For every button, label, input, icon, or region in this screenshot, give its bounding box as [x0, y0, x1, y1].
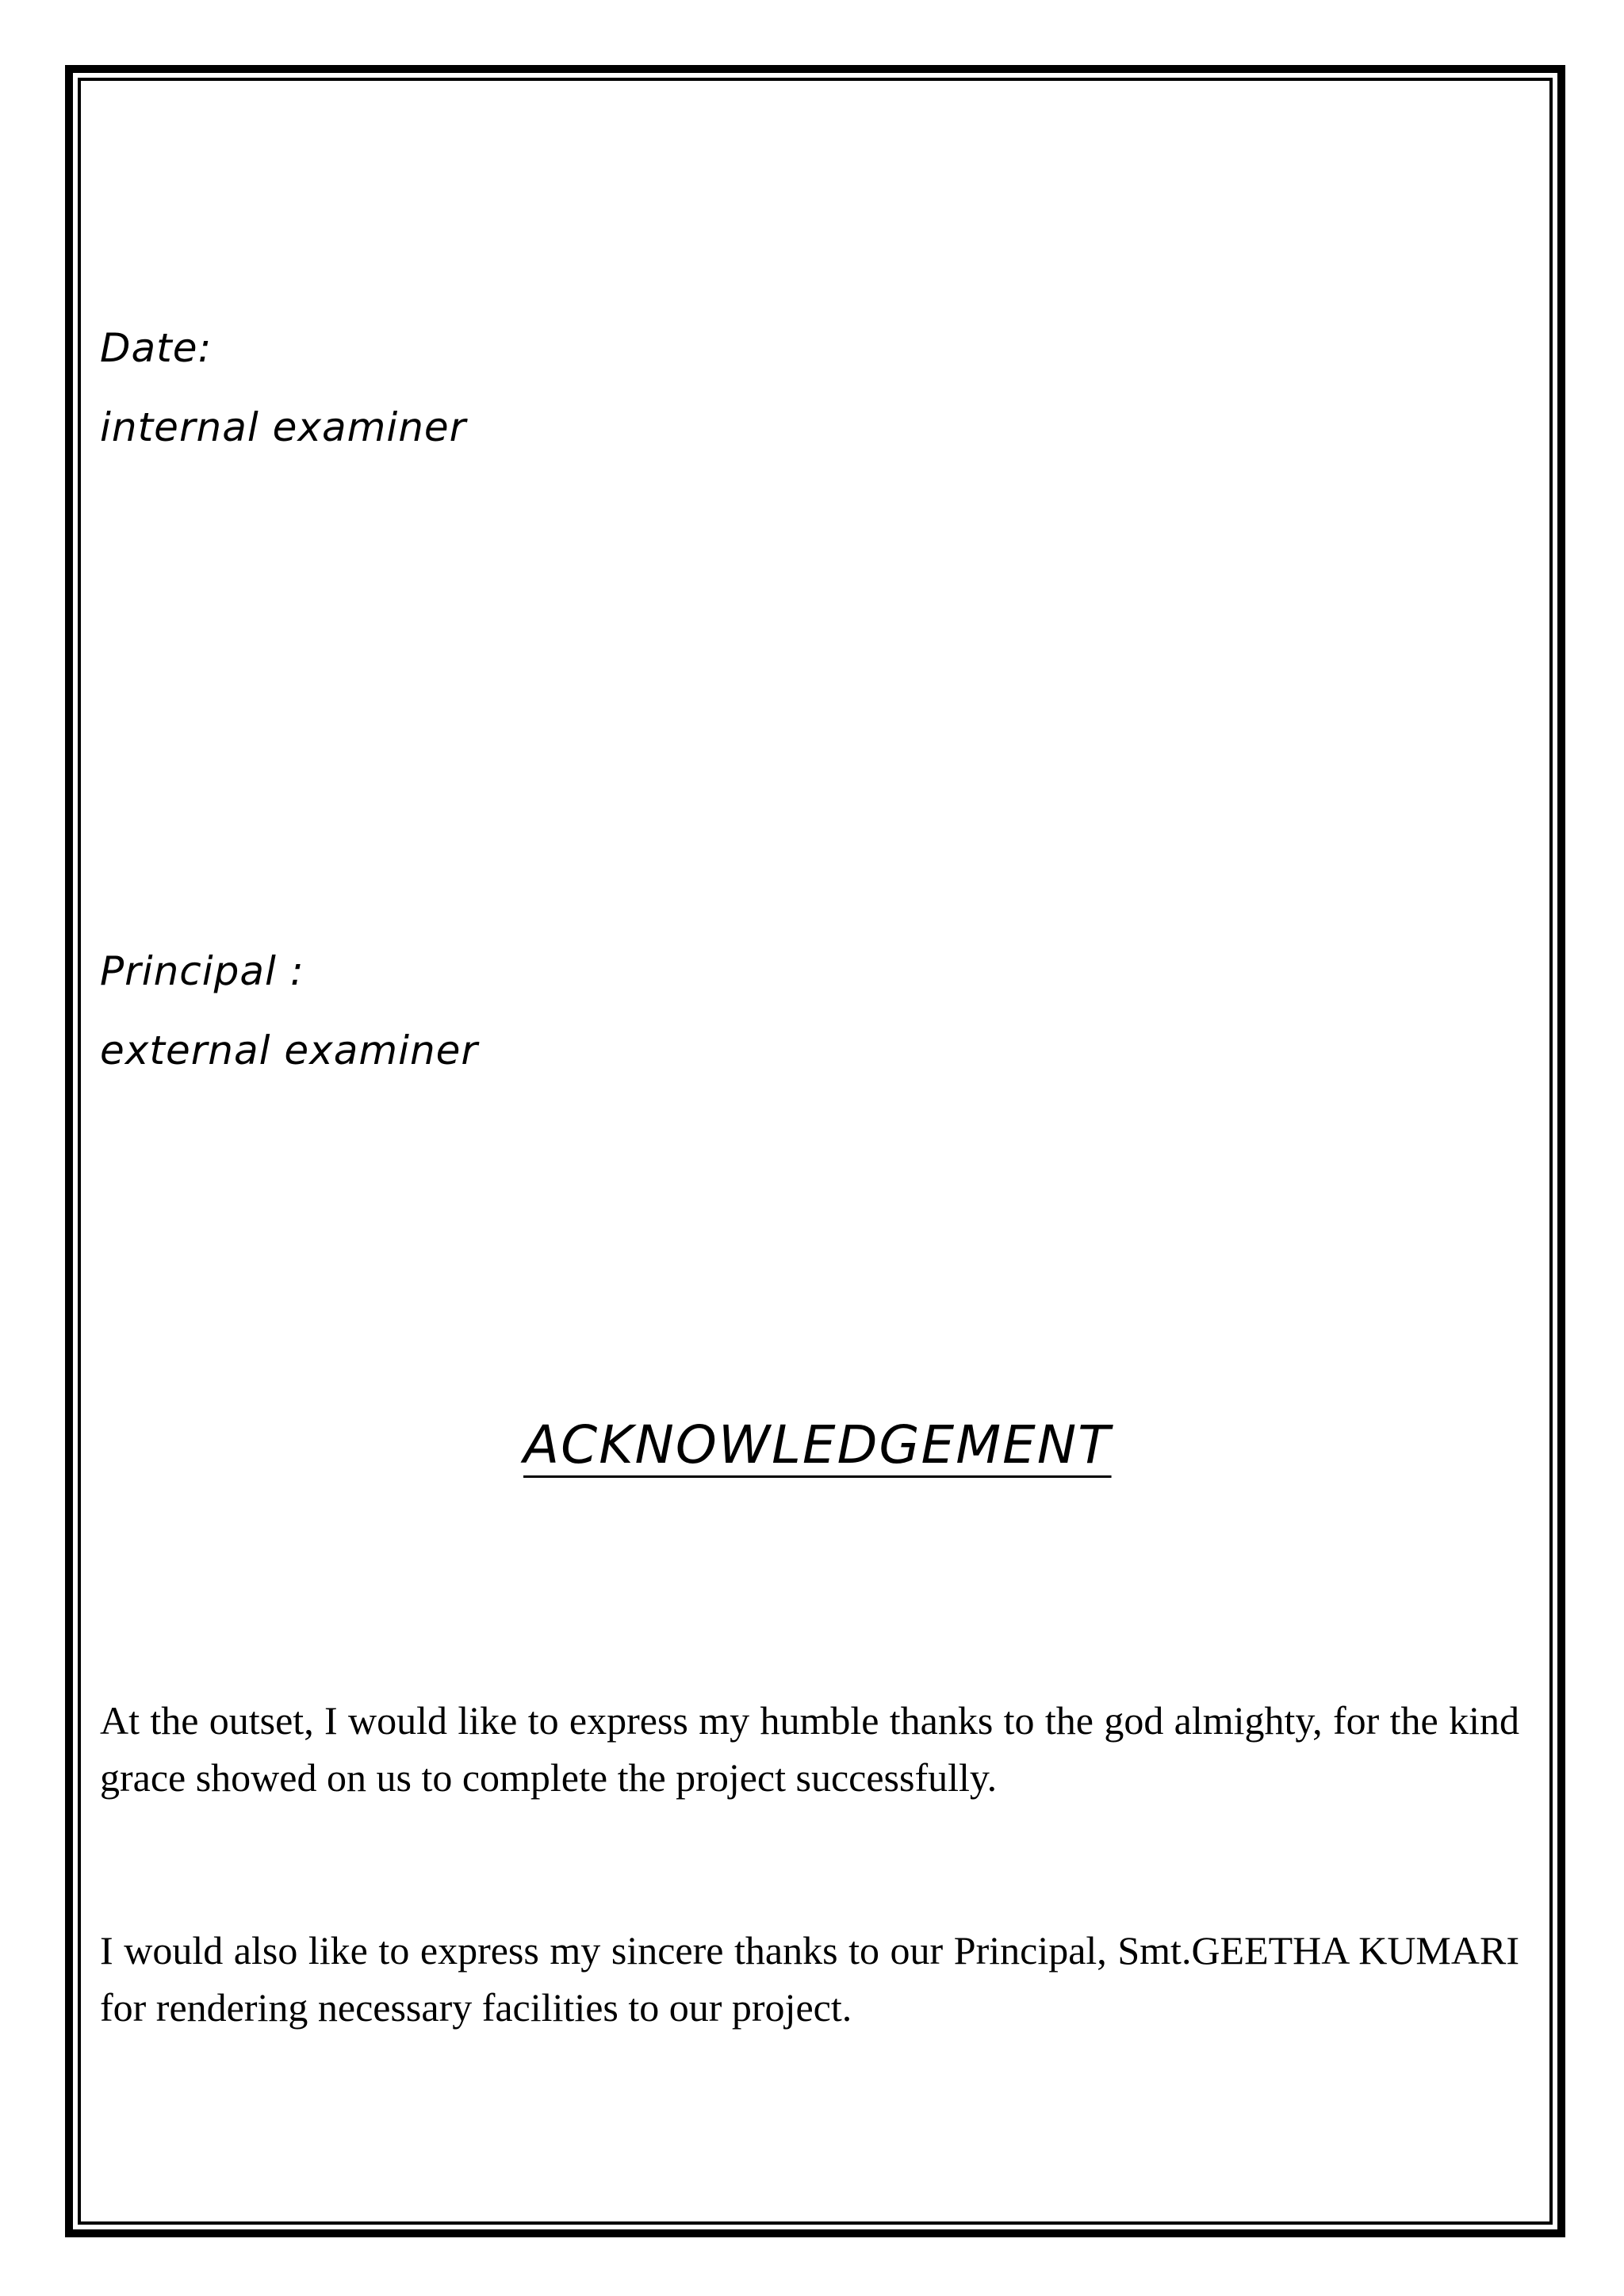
internal-examiner-label: internal examiner [100, 404, 467, 450]
page-border-inner [78, 78, 1553, 2225]
external-examiner-label: external examiner [100, 1027, 478, 1073]
acknowledgement-title: ACKNOWLEDGEMENT [523, 1414, 1112, 1475]
date-label: Date: [100, 325, 213, 371]
acknowledgement-paragraph-1: At the outset, I would like to express my humble thanks to the god almighty, for the kind grace showed on us to complete the project successfully. [100, 1698, 1519, 1800]
principal-label: Principal : [100, 948, 304, 994]
acknowledgement-paragraph-2: I would also like to express my sincere thanks to our Principal, Smt.GEETHA KUMARI for rendering necessary facilities to our project. [100, 1928, 1519, 2030]
